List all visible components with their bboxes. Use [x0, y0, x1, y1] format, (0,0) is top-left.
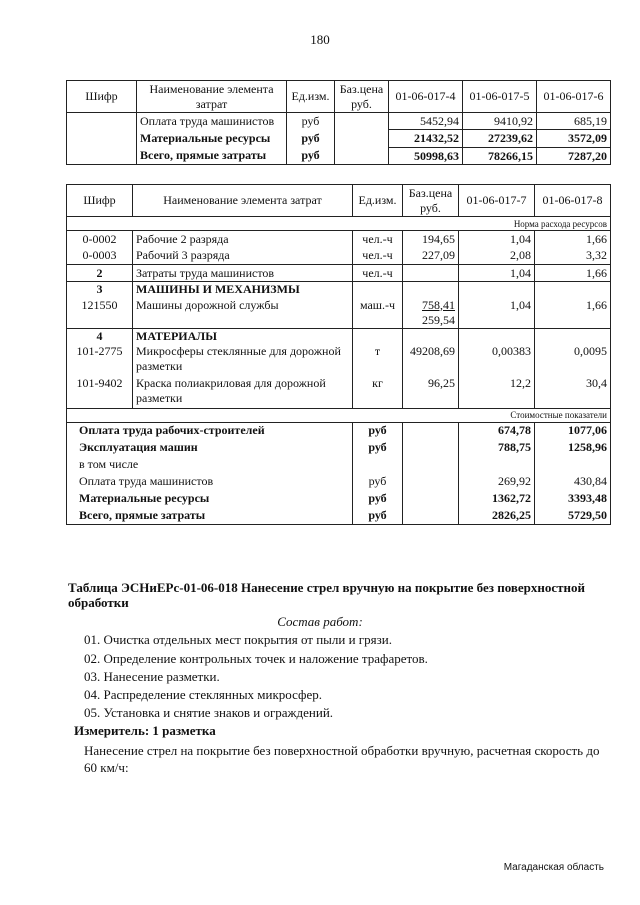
- row-value: 3393,48: [535, 490, 611, 507]
- work-item: 01. Очистка отдельных мест покрытия от пыли и грязи.: [84, 632, 392, 647]
- row-unit: т: [353, 344, 403, 376]
- row-unit: руб: [353, 439, 403, 456]
- cost-label: Стоимостные показатели: [67, 408, 611, 422]
- table-row: [67, 328, 611, 344]
- table-row: [67, 130, 611, 148]
- header-code: Шифр: [67, 81, 137, 113]
- row-price: 49208,69: [403, 344, 459, 376]
- row-unit: руб: [353, 507, 403, 524]
- row-value: 5452,94: [389, 113, 463, 130]
- table-row: [67, 231, 611, 248]
- row-code: 101-9402: [67, 376, 133, 408]
- work-item: 04. Распределение стеклянных микросфер.: [84, 687, 322, 702]
- header-col-017-5: 01-06-017-5: [463, 81, 537, 113]
- row-name: Материальные ресурсы: [67, 490, 353, 507]
- cost-label-row: [67, 408, 611, 422]
- composition-header: Состав работ:: [277, 614, 363, 629]
- section-title: Таблица ЭСНиЕРс-01-06-018 Нанесение стрел вручную на покрытие без поверхностной обработки: [68, 580, 586, 610]
- row-unit: чел.-ч: [353, 248, 403, 265]
- row-price: 96,25: [403, 376, 459, 408]
- row-value: 7287,20: [537, 148, 611, 165]
- row-value: 1362,72: [459, 490, 535, 507]
- header-col-017-4: 01-06-017-4: [389, 81, 463, 113]
- table-row: [67, 422, 611, 439]
- row-value: 1,04: [459, 298, 535, 329]
- work-item: 03. Нанесение разметки.: [84, 669, 220, 684]
- row-name: Всего, прямые затраты: [137, 148, 287, 165]
- row-name: Эксплуатация машин: [67, 439, 353, 456]
- table-header-row: [67, 185, 611, 217]
- row-value: 0,00383: [459, 344, 535, 376]
- row-unit: руб: [287, 130, 335, 148]
- header-col-017-8: 01-06-017-8: [535, 185, 611, 217]
- row-value: 430,84: [535, 473, 611, 490]
- header-name: Наименование элемента затрат: [133, 185, 353, 217]
- row-unit: руб: [353, 473, 403, 490]
- row-unit: руб: [353, 490, 403, 507]
- row-value: 3,32: [535, 248, 611, 265]
- row-price-cell: [403, 298, 459, 329]
- header-col-017-7: 01-06-017-7: [459, 185, 535, 217]
- row-value: 1,04: [459, 265, 535, 282]
- row-code: 2: [67, 265, 133, 282]
- row-name: Краска полиакриловая для дорожной разметки: [133, 376, 353, 408]
- row-value: 0,0095: [535, 344, 611, 376]
- row-value: 1,66: [535, 298, 611, 329]
- row-value: 685,19: [537, 113, 611, 130]
- row-name: Оплата труда машинистов: [137, 113, 287, 130]
- row-value: 674,78: [459, 422, 535, 439]
- table-row: [67, 439, 611, 456]
- table-row: [67, 148, 611, 165]
- row-name: Затраты труда машинистов: [133, 265, 353, 282]
- row-name: в том числе: [67, 456, 353, 473]
- row-value: 1077,06: [535, 422, 611, 439]
- row-value: 1,04: [459, 231, 535, 248]
- row-price: 194,65: [403, 231, 459, 248]
- row-value: 2,08: [459, 248, 535, 265]
- row-unit: чел.-ч: [353, 231, 403, 248]
- row-value: 1,66: [535, 265, 611, 282]
- norm-label-row: [67, 217, 611, 231]
- row-price: 227,09: [403, 248, 459, 265]
- table-row: [67, 473, 611, 490]
- work-item: 02. Определение контрольных точек и наложение трафаретов.: [84, 651, 428, 666]
- header-unit: Ед.изм.: [287, 81, 335, 113]
- row-price-secondary: 259,54: [422, 312, 455, 327]
- footer-region: Магаданская область: [503, 862, 604, 873]
- section-heading: МАТЕРИАЛЫ: [133, 328, 353, 344]
- row-value: 269,92: [459, 473, 535, 490]
- norm-label: Норма расхода ресурсов: [67, 217, 611, 231]
- section-description: Нанесение стрел на покрытие без поверхностной обработки вручную, расчетная скорость до 60 км/ч:: [84, 743, 600, 775]
- row-value: 50998,63: [389, 148, 463, 165]
- row-unit: кг: [353, 376, 403, 408]
- row-name: Оплата труда рабочих-строителей: [67, 422, 353, 439]
- table-row: [67, 344, 611, 376]
- row-value: 21432,52: [389, 130, 463, 148]
- table-row: [67, 376, 611, 408]
- table-row: [67, 298, 611, 329]
- table-row: [67, 265, 611, 282]
- row-value: 3572,09: [537, 130, 611, 148]
- table-row: [67, 456, 611, 473]
- table-header-row: [67, 81, 611, 113]
- row-code: 0-0003: [67, 248, 133, 265]
- table-row: [67, 282, 611, 298]
- row-value: 1,66: [535, 231, 611, 248]
- row-code: 4: [67, 328, 133, 344]
- header-col-017-6: 01-06-017-6: [537, 81, 611, 113]
- row-price: 758,41: [422, 297, 455, 312]
- row-name: Оплата труда машинистов: [67, 473, 353, 490]
- row-name: Рабочие 2 разряда: [133, 231, 353, 248]
- row-unit: руб: [287, 148, 335, 165]
- row-value: 27239,62: [463, 130, 537, 148]
- row-value: 1258,96: [535, 439, 611, 456]
- row-unit: руб: [287, 113, 335, 130]
- row-value: 2826,25: [459, 507, 535, 524]
- table-resources-continued: [66, 80, 611, 165]
- table-row: [67, 507, 611, 524]
- row-code: 3: [67, 282, 133, 298]
- header-code: Шифр: [67, 185, 133, 217]
- row-value: 78266,15: [463, 148, 537, 165]
- row-unit: чел.-ч: [353, 265, 403, 282]
- header-price: Баз.цена руб.: [403, 185, 459, 217]
- row-code: 121550: [67, 298, 133, 329]
- table-resources-017-7-8: [66, 184, 611, 525]
- row-value: 30,4: [535, 376, 611, 408]
- row-name: Микросферы стеклянные для дорожной разметки: [133, 344, 353, 376]
- row-unit: маш.-ч: [353, 298, 403, 329]
- table-row: [67, 113, 611, 130]
- row-unit: руб: [353, 422, 403, 439]
- header-name: Наименование элемента затрат: [137, 81, 287, 113]
- header-price: Баз.цена руб.: [335, 81, 389, 113]
- row-value: 12,2: [459, 376, 535, 408]
- row-name: Материальные ресурсы: [137, 130, 287, 148]
- row-name: Всего, прямые затраты: [67, 507, 353, 524]
- page-number: 180: [310, 32, 330, 47]
- row-value: 788,75: [459, 439, 535, 456]
- row-code: 0-0002: [67, 231, 133, 248]
- row-name: Машины дорожной службы: [133, 298, 353, 329]
- table-row: [67, 490, 611, 507]
- section-heading: МАШИНЫ И МЕХАНИЗМЫ: [133, 282, 353, 298]
- meter-label: Измеритель: 1 разметка: [74, 723, 216, 738]
- table-row: [67, 248, 611, 265]
- row-code: 101-2775: [67, 344, 133, 376]
- row-name: Рабочий 3 разряда: [133, 248, 353, 265]
- row-value: 5729,50: [535, 507, 611, 524]
- row-value: 9410,92: [463, 113, 537, 130]
- work-item: 05. Установка и снятие знаков и ограждений.: [84, 705, 334, 720]
- header-unit: Ед.изм.: [353, 185, 403, 217]
